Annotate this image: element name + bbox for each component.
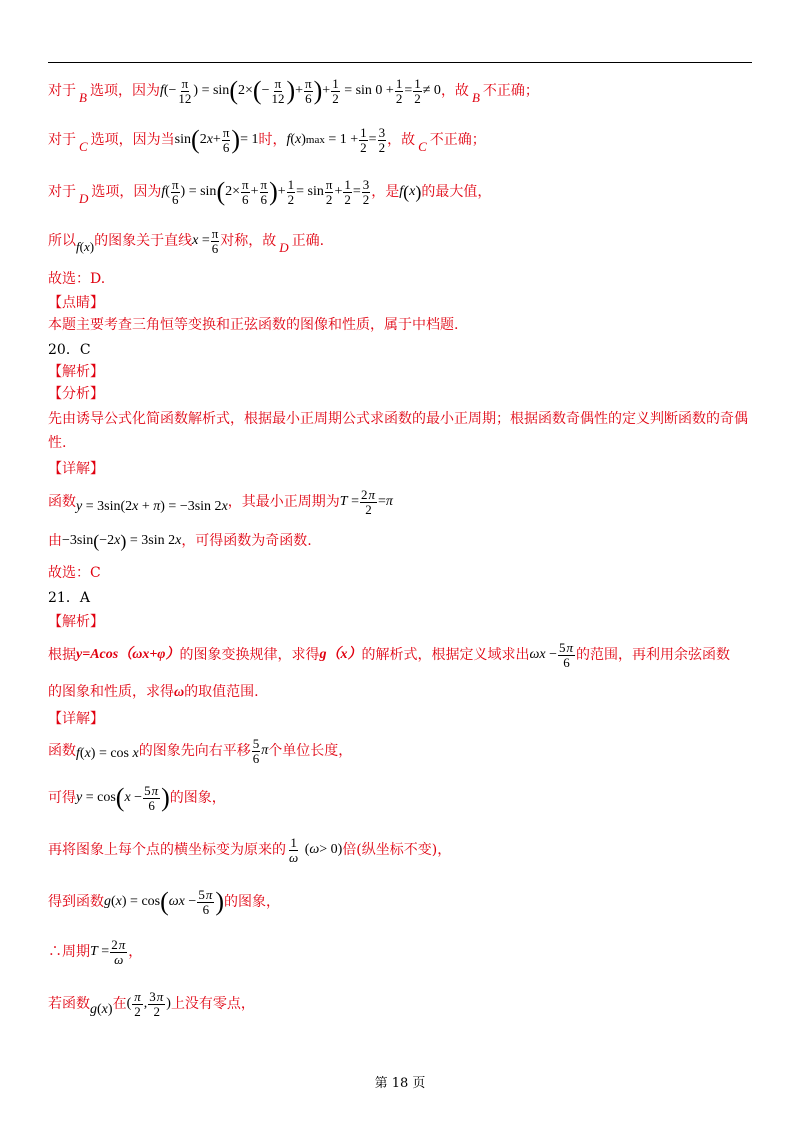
function-line: [48, 480, 752, 524]
fenxi-text: 先由诱导公式化简函数解析式，根据最小正周期公式求函数的最小正周期；根据函数奇偶性的定义判断函数的奇偶性.: [48, 411, 748, 451]
text: 的图象关于直线: [94, 233, 193, 249]
analysis-line: [48, 633, 752, 677]
text: 在: [112, 996, 127, 1012]
text: 所以: [48, 233, 76, 249]
section-fenxi: 【分析】: [48, 386, 104, 402]
text: 选项，因为当: [90, 132, 175, 148]
math-x-pi6: x = $\frac{\pi}{6}$: [192, 225, 219, 256]
math-y: y = 3sin(2x + π) = −3sin 2x: [76, 499, 228, 514]
text: 若函数: [48, 996, 90, 1012]
text: 的最大值，: [421, 184, 492, 200]
shift-line: [48, 730, 752, 772]
stretch-line: [48, 824, 752, 876]
section-xiangjie-2: 【详解】: [48, 711, 104, 727]
choose-c: 故选：C: [48, 565, 101, 581]
text: 正确.: [291, 233, 325, 249]
math-g: g ( x ) = cos ( ωx − $\frac{5\pi}{6}$ ): [104, 886, 224, 917]
math-interval: ( $\frac{\pi}{2}$ , $\frac{3\pi}{2}$ ): [126, 988, 171, 1019]
math-gx: g(x): [90, 1002, 113, 1017]
text: 函数: [48, 494, 76, 510]
math-period: T = $\frac{2\pi}{2}$ = π: [339, 486, 393, 517]
math-cos-shift: y = cos ( x − $\frac{5\pi}{6}$ ): [76, 782, 170, 813]
text: 得到函数: [48, 894, 104, 910]
text: 不正确；: [482, 83, 539, 99]
analysis-line-2: [48, 681, 752, 704]
text: 由: [48, 533, 62, 549]
math-cos: f(x) = cos x: [76, 746, 139, 761]
text: 的图象，: [224, 894, 280, 910]
text: 的解析式，根据定义域求出: [361, 647, 530, 663]
text: ，可得函数为奇函数.: [181, 533, 312, 549]
math-c2: f ( x ) max = 1 + $\frac{1}{2}$ = $\frac{3}{2}$: [286, 124, 386, 155]
text: 的图象，: [169, 790, 226, 806]
option-letter: D: [79, 191, 89, 206]
math-fx: f(x): [76, 239, 95, 254]
text: 根据: [48, 647, 76, 663]
g-of-x: g（x）: [319, 647, 362, 662]
dianjing-text: 本题主要考查三角恒等变换和正弦函数的图像和性质，属于中档题.: [48, 317, 459, 333]
formula-acos: y=Acos（ωx+φ）: [76, 647, 180, 662]
shifted-graph-line: [48, 772, 752, 824]
text: ，故: [440, 83, 469, 99]
text: 对于: [48, 83, 76, 99]
text: 对于: [48, 132, 76, 148]
math-stretch: $\frac{1}{\omega}$ ( ω > 0): [289, 834, 343, 865]
text: 上没有零点，: [170, 996, 255, 1012]
math-omega-range: ωx − $\frac{5\pi}{6}$: [529, 639, 574, 670]
text: 的范围，再利用余弦函数: [576, 647, 731, 663]
text: 选项，因为: [89, 83, 160, 99]
text: 时，: [258, 132, 287, 148]
question-21-answer: 21．A: [48, 590, 90, 606]
section-jiexi: 【解析】: [48, 364, 104, 380]
math-5-6-pi: $\frac{5}{6}$ π: [252, 735, 269, 766]
option-d-line: [48, 166, 752, 218]
text: ∴周期: [48, 944, 90, 960]
text: 倍(纵坐标不变)，: [342, 842, 452, 858]
odd-line: [48, 524, 752, 558]
text: 对于: [48, 184, 76, 200]
omega: ω: [174, 685, 185, 700]
text: 的图象先向右平移: [138, 743, 251, 759]
option-letter: D: [279, 240, 289, 255]
text: 的图象变换规律，求得: [179, 647, 320, 663]
text: 个单位长度，: [268, 743, 353, 759]
section-dianjing: 【点睛】: [48, 295, 104, 311]
option-c-line: [48, 114, 752, 166]
text: ，: [128, 944, 143, 960]
page-number: 第 18 页: [374, 1076, 426, 1091]
section-jiexi-2: 【解析】: [48, 614, 104, 630]
text: 对称，故: [220, 233, 277, 249]
math-b: f (− $\frac{\pi}{12}$ ) = sin ( 2× ( − $\frac{\pi}{12}$ ) + $\frac{\pi}{6}$ ) + $\frac{1}{2}$ = sin 0 + $\frac{1}{2}$ = $\frac{1}{2}$ ≠ 0: [159, 75, 441, 106]
zero-line: [48, 976, 752, 1032]
question-20-answer: 20．C: [48, 342, 91, 358]
period-line: [48, 928, 752, 976]
option-b-line: [48, 68, 752, 114]
text: 不正确；: [429, 132, 486, 148]
math-d: f ( $\frac{\pi}{6}$ ) = sin ( 2× $\frac{\pi}{6}$ + $\frac{\pi}{6}$ ) + $\frac{1}{2}$ = sin $\frac{\pi}{2}$ + $\frac{1}{2}$ = $\frac{3}{2}$: [161, 176, 370, 207]
section-xiangjie: 【详解】: [48, 461, 104, 477]
conclusion-line: [48, 218, 752, 264]
text: ，其最小正周期为: [227, 494, 340, 510]
g-function-line: [48, 876, 752, 928]
math-odd: −3sin(−2x) = 3sin 2x: [62, 530, 182, 551]
top-rule: [48, 62, 752, 63]
option-letter: C: [79, 139, 88, 154]
text: ，是: [371, 184, 400, 200]
math-c1: sin ( 2 x + $\frac{\pi}{6}$ ) = 1: [174, 124, 259, 155]
document-body: [48, 68, 752, 1032]
math-period-omega: T = $\frac{2\pi}{\omega}$: [90, 936, 126, 967]
text: 选项，因为: [91, 184, 162, 200]
text: ，故: [387, 132, 416, 148]
text: 函数: [48, 743, 76, 759]
text: 可得: [48, 790, 76, 806]
text: 的取值范围.: [184, 684, 259, 700]
option-letter: B: [471, 90, 480, 105]
option-letter: B: [79, 90, 87, 105]
option-letter: C: [418, 139, 427, 154]
text: 的图象和性质，求得: [48, 684, 174, 700]
choose-d: 故选：D.: [48, 271, 106, 287]
text: 再将图象上每个点的横坐标变为原来的: [48, 842, 286, 858]
math-d2: f(x): [399, 181, 422, 202]
